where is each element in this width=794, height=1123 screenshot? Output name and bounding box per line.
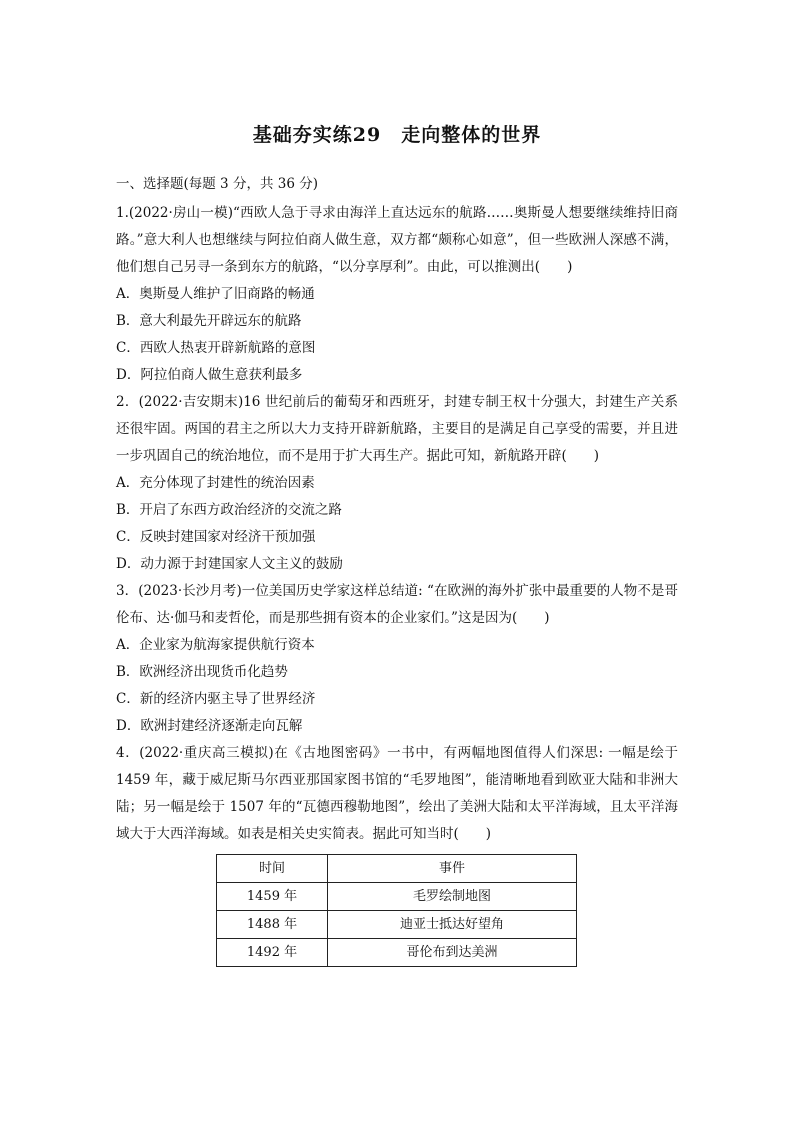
- question-1-option-c: C．西欧人热衷开辟新航路的意图: [116, 340, 316, 356]
- history-events-table: [216, 854, 577, 967]
- table-cell-event: 哥伦布到达美洲: [328, 939, 577, 967]
- question-2-option-d: D．动力源于封建国家人文主义的鼓励: [116, 556, 343, 572]
- question-3-option-b: B．欧洲经济出现货币化趋势: [116, 664, 288, 680]
- question-list: [116, 200, 678, 967]
- table-header-row: [217, 855, 577, 883]
- question-1-option-b: B．意大利最先开辟远东的航路: [116, 313, 302, 329]
- question-1-option-d: D．阿拉伯商人做生意获利最多: [116, 367, 303, 383]
- table-cell-event: 迪亚士抵达好望角: [328, 911, 577, 939]
- table-header-time: 时间: [217, 855, 328, 883]
- table-header-event: 事件: [328, 855, 577, 883]
- question-1-stem: 1.(2022·房山一模)“西欧人急于寻求由海洋上直达远东的航路……奥斯曼人想要继续维持旧商路。”意大利人也想继续与阿拉伯商人做生意，双方都“颇称心如意”，但一些欧洲人深感不满，他们想自己另寻一条到东方的航路，“以分享厚利”。由此，可以推测出( ): [116, 205, 678, 275]
- table-cell-event: 毛罗绘制地图: [328, 883, 577, 911]
- table-cell-time: 1492 年: [217, 939, 328, 967]
- question-2-option-c: C．反映封建国家对经济干预加强: [116, 529, 316, 545]
- table-cell-time: 1488 年: [217, 911, 328, 939]
- table-row: [217, 911, 577, 939]
- question-4-stem: 4．(2022·重庆高三模拟)在《古地图密码》一书中，有两幅地图值得人们深思: 一幅是绘于 1459 年，藏于威尼斯马尔西亚那国家图书馆的“毛罗地图”，能清晰地看到欧亚大陆和非洲大陆；另一幅是绘于 1507 年的“瓦德西穆勒地图”，绘出了美洲大陆和太平洋海域，且太平洋海域大于大西洋海域。如表是相关史实简表。据此可知当时( ): [116, 745, 678, 842]
- table-cell-time: 1459 年: [217, 883, 328, 911]
- section-header: 一、选择题(每题 3 分，共 36 分): [116, 176, 318, 192]
- question-1-option-a: A．奥斯曼人维护了旧商路的畅通: [116, 286, 315, 302]
- question-3-option-a: A．企业家为航海家提供航行资本: [116, 637, 315, 653]
- question-3-option-d: D．欧洲封建经济逐渐走向瓦解: [116, 718, 303, 734]
- question-2-option-a: A．充分体现了封建性的统治因素: [116, 475, 315, 491]
- question-2-option-b: B．开启了东西方政治经济的交流之路: [116, 502, 342, 518]
- question-3-option-c: C．新的经济内驱主导了世界经济: [116, 691, 316, 707]
- table-row: [217, 883, 577, 911]
- page-title: 基础夯实练29 走向整体的世界: [252, 124, 542, 146]
- question-3-stem: 3．(2023·长沙月考)一位美国历史学家这样总结道: “在欧洲的海外扩张中最重要的人物不是哥伦布、达·伽马和麦哲伦，而是那些拥有资本的企业家们。”这是因为( ): [116, 583, 678, 626]
- question-2-stem: 2．(2022·吉安期末)16 世纪前后的葡萄牙和西班牙，封建专制王权十分强大，封建生产关系还很牢固。两国的君主之所以大力支持开辟新航路，主要目的是满足自己享受的需要，并且进一步巩固自己的统治地位，而不是用于扩大再生产。据此可知，新航路开辟( ): [116, 394, 678, 464]
- table-row: [217, 939, 577, 967]
